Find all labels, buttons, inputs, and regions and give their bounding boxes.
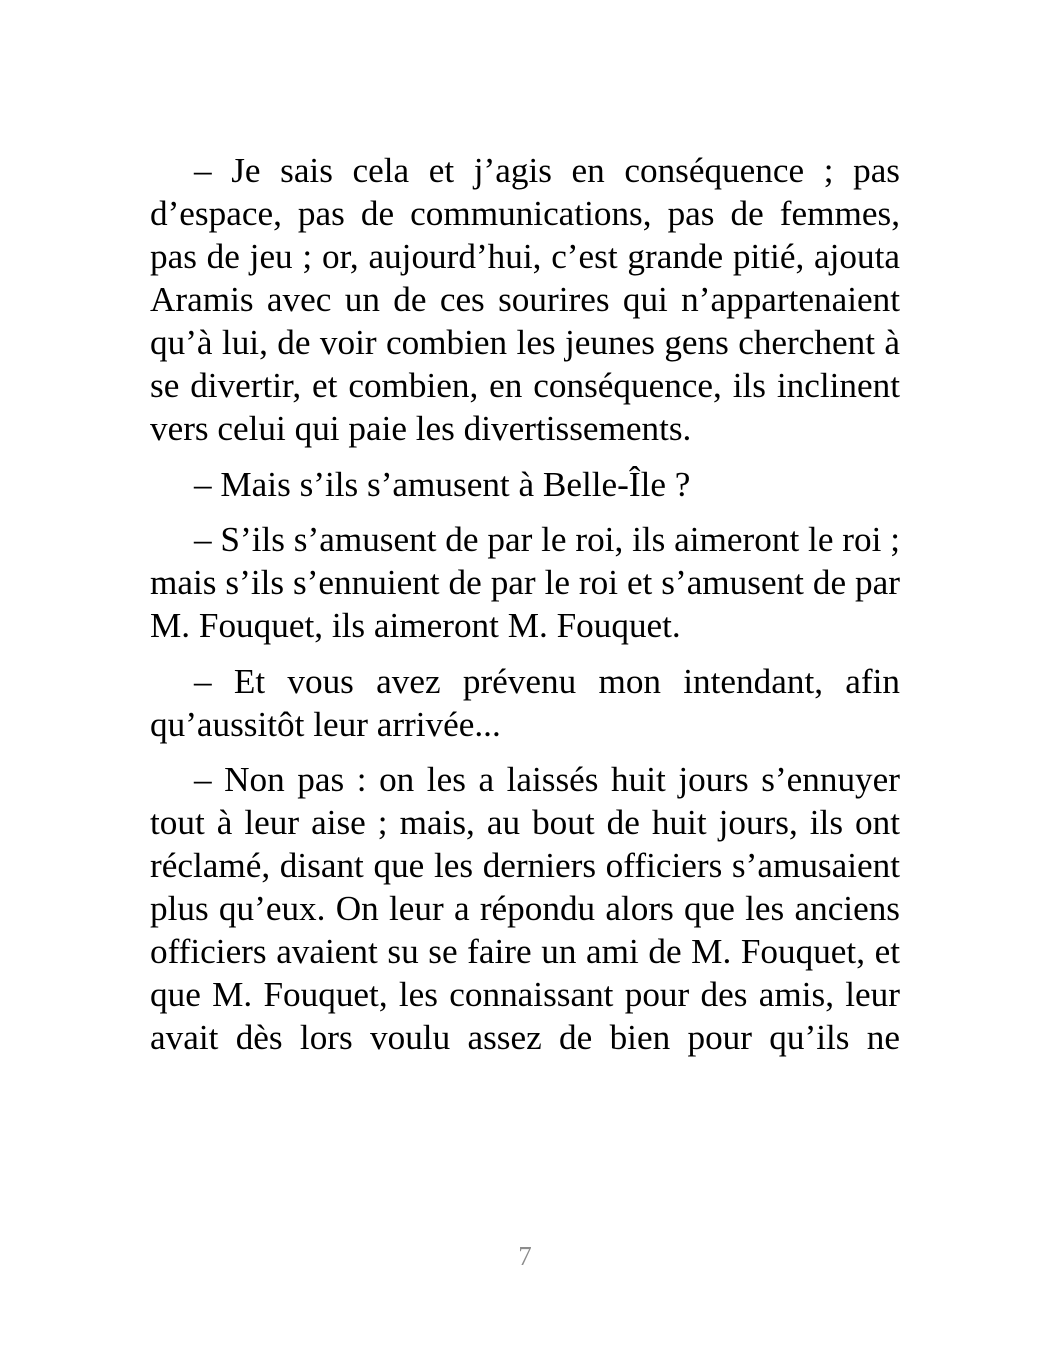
body-text <box>150 149 900 1072</box>
paragraph: – Et vous avez prévenu mon intendant, afin qu’aussitôt leur arrivée... <box>150 661 900 744</box>
paragraph: – S’ils s’amusent de par le roi, ils aimeront le roi ; mais s’ils s’ennuient de par le roi et s’amusent de par M. Fouquet, ils aimeront M. Fouquet. <box>150 520 900 645</box>
page-number: 7 <box>518 1241 532 1271</box>
paragraph: – Non pas : on les a laissés huit jours s’ennuyer tout à leur aise ; mais, au bout de huit jours, ils ont réclamé, disant que les derniers officiers s’amusaient plus qu’eux. On leur a répondu alors que les anciens officiers avaient su se faire un ami de M. Fouquet, et que M. Fouquet, les connaissant pour des amis, leur avait dès lors voulu assez de bien pour qu’ils ne <box>150 760 900 1057</box>
paragraph: – Mais s’ils s’amusent à Belle-Île ? <box>194 464 691 504</box>
paragraph: – Je sais cela et j’agis en conséquence ; pas d’espace, pas de communications, pas de femmes, pas de jeu ; or, aujourd’hui, c’est grande pitié, ajouta Aramis avec un de ces sourires qui n’appartenaient qu’à lui, de voir combien les jeunes gens cherchent à se divertir, et combien, en conséquence, ils inclinent vers celui qui paie les divertissements. <box>150 151 900 448</box>
